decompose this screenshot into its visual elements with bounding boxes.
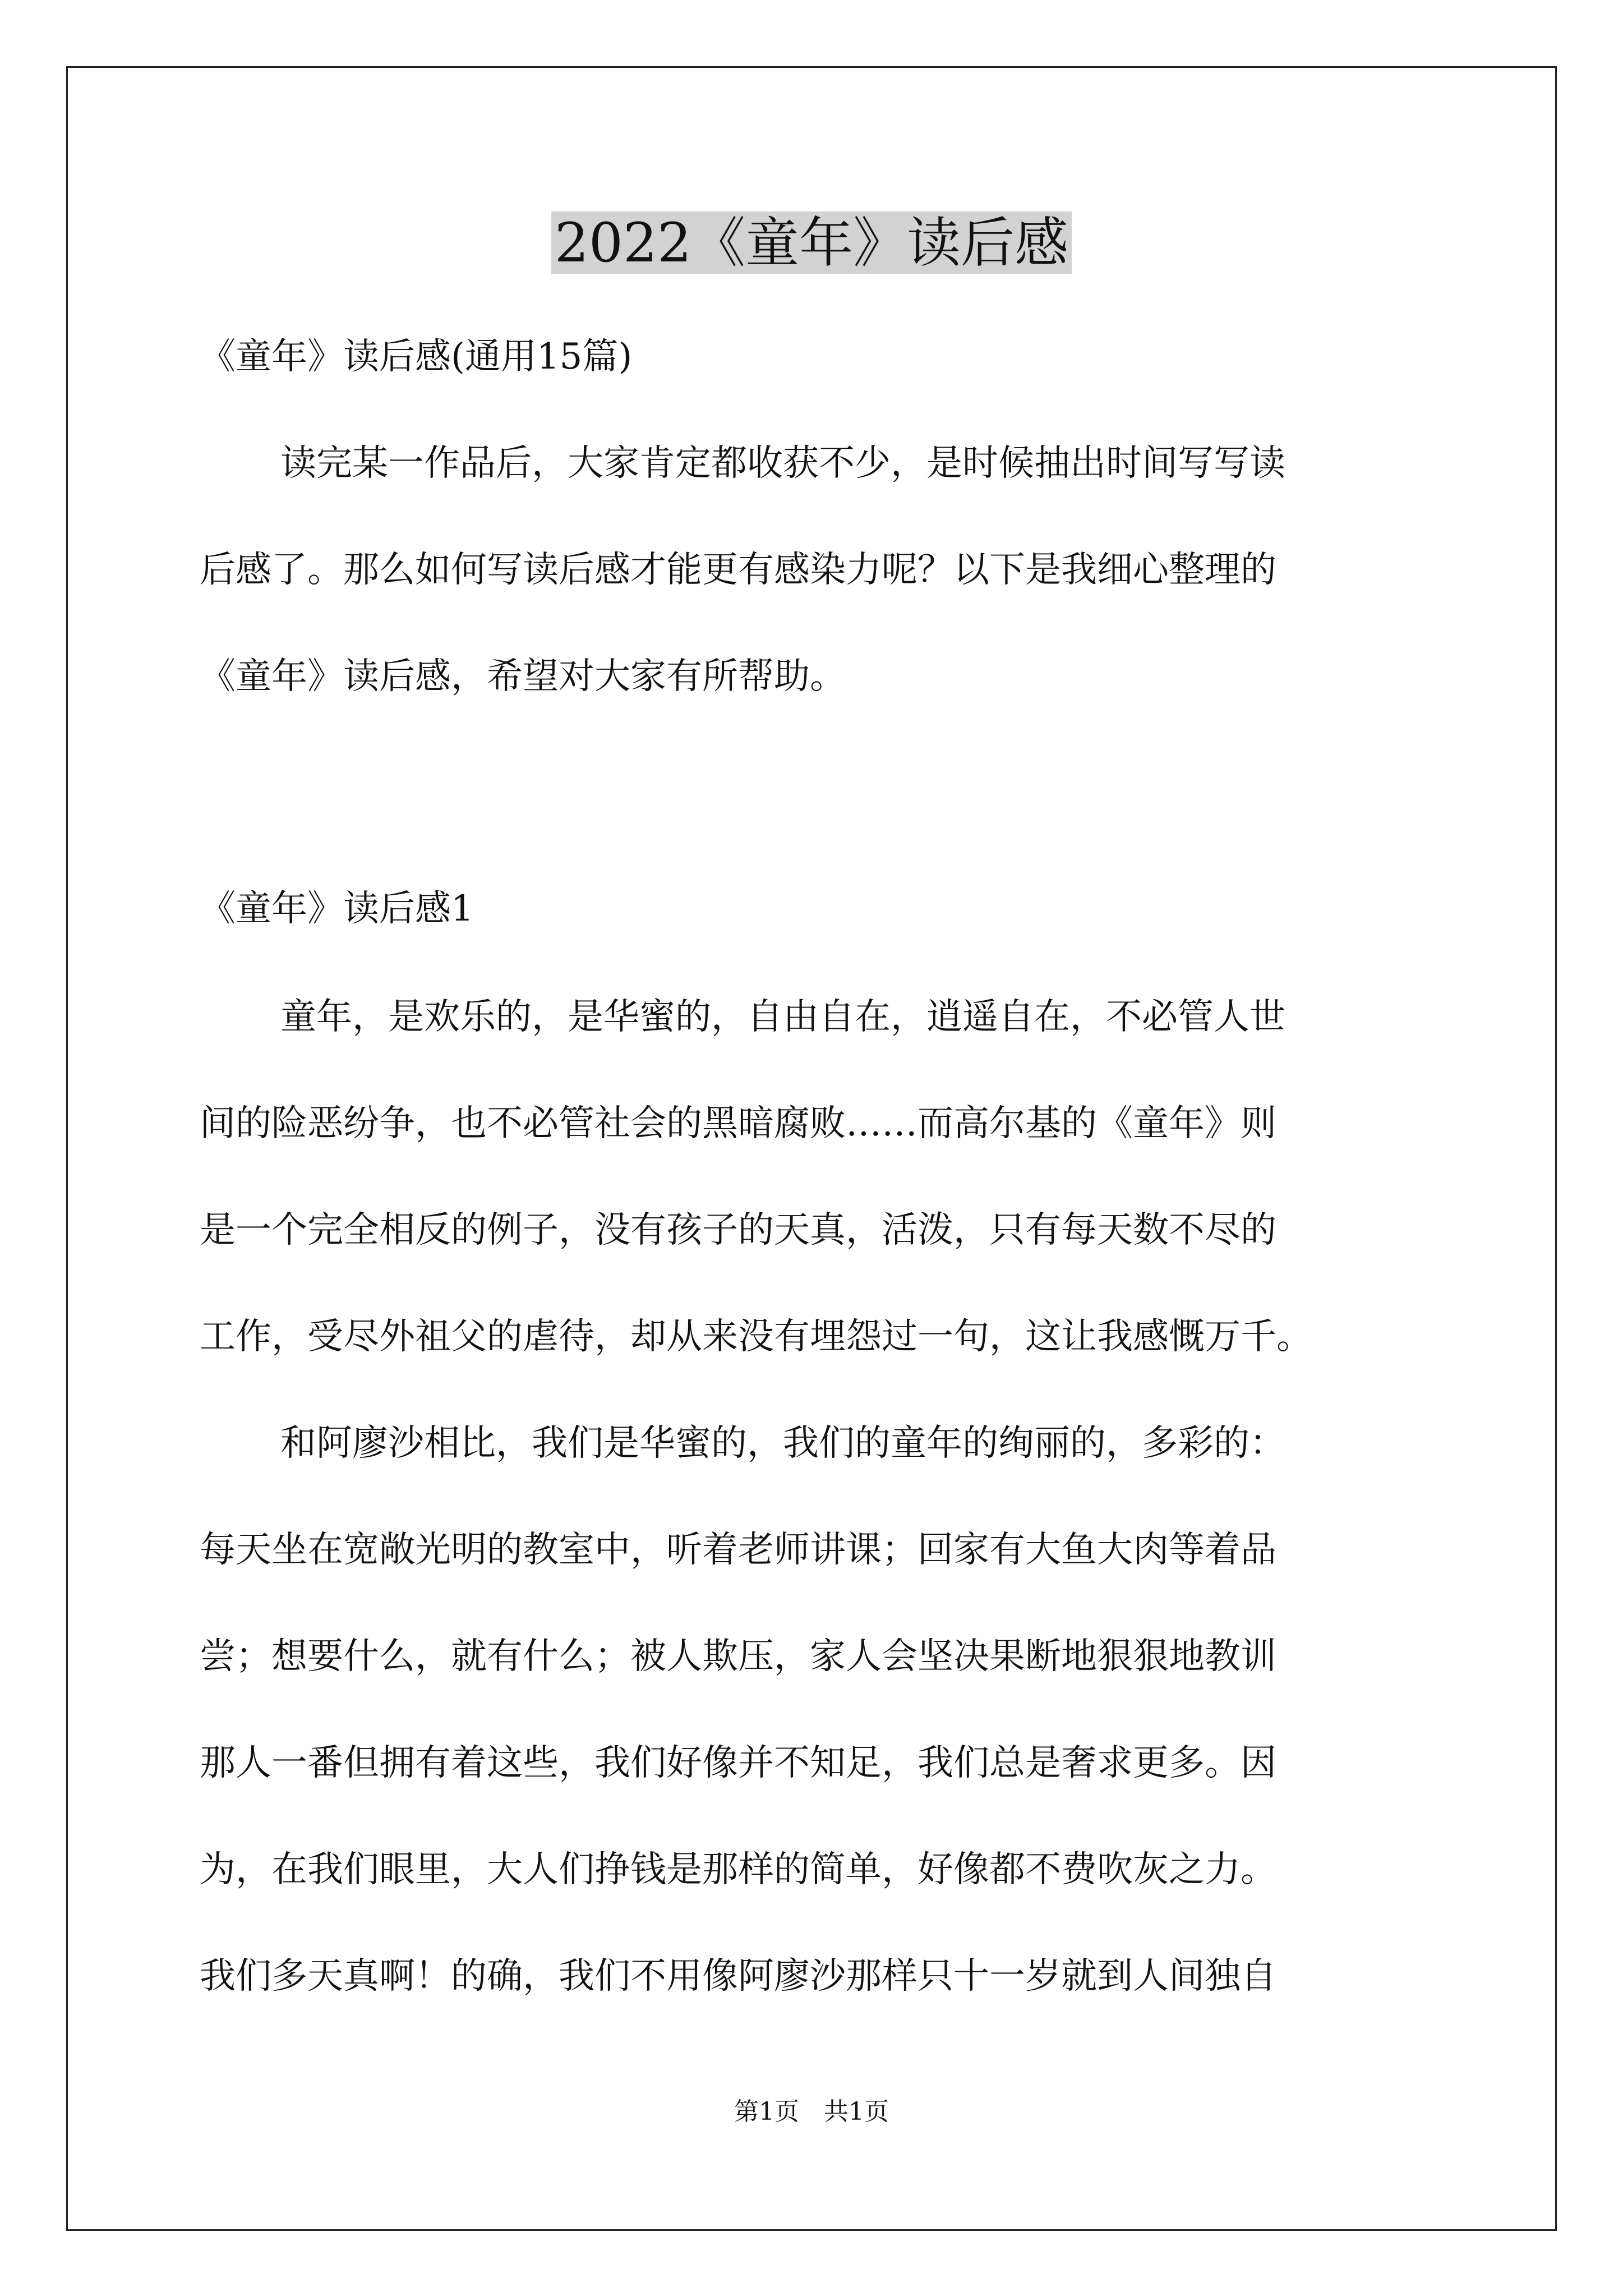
paragraph1-line: 间的险恶纷争，也不必管社会的黑暗腐败……而高尔基的《童年》则	[200, 1103, 1276, 1144]
paragraph1-line: 童年，是欢乐的，是华蜜的，自由自在，逍遥自在，不必管人世	[280, 996, 1285, 1038]
document-subtitle: 《童年》读后感(通用15篇)	[200, 336, 633, 378]
paragraph2-line: 那人一番但拥有着这些，我们好像并不知足，我们总是奢求更多。因	[200, 1742, 1276, 1784]
intro-line: 读完某一作品后，大家肯定都收获不少，是时候抽出时间写写读	[280, 443, 1285, 484]
section-heading: 《童年》读后感1	[200, 888, 474, 930]
paragraph2-line: 我们多天真啊！的确，我们不用像阿廖沙那样只十一岁就到人间独自	[200, 1955, 1276, 1997]
document-title	[0, 204, 1623, 282]
paragraph2-line: 尝；想要什么，就有什么；被人欺压，家人会坚决果断地狠狠地教训	[200, 1636, 1276, 1677]
paragraph2-line: 每天坐在宽敞光明的教室中，听着老师讲课；回家有大鱼大肉等着品	[200, 1529, 1276, 1571]
intro-line: 后感了。那么如何写读后感才能更有感染力呢？以下是我细心整理的	[200, 549, 1276, 591]
document-title-text: 2022《童年》读后感	[551, 211, 1072, 274]
intro-line: 《童年》读后感，希望对大家有所帮助。	[200, 656, 846, 697]
paragraph2-line: 为，在我们眼里，大人们挣钱是那样的简单，好像都不费吹灰之力。	[200, 1849, 1276, 1890]
page-footer: 第1页 共1页	[734, 2097, 889, 2126]
paragraph1-line: 是一个完全相反的例子，没有孩子的天真，活泼，只有每天数不尽的	[200, 1209, 1276, 1251]
paragraph1-line: 工作，受尽外祖父的虐待，却从来没有埋怨过一句，这让我感慨万千。	[200, 1316, 1312, 1358]
paragraph2-line: 和阿廖沙相比，我们是华蜜的，我们的童年的绚丽的，多彩的：	[280, 1423, 1285, 1464]
